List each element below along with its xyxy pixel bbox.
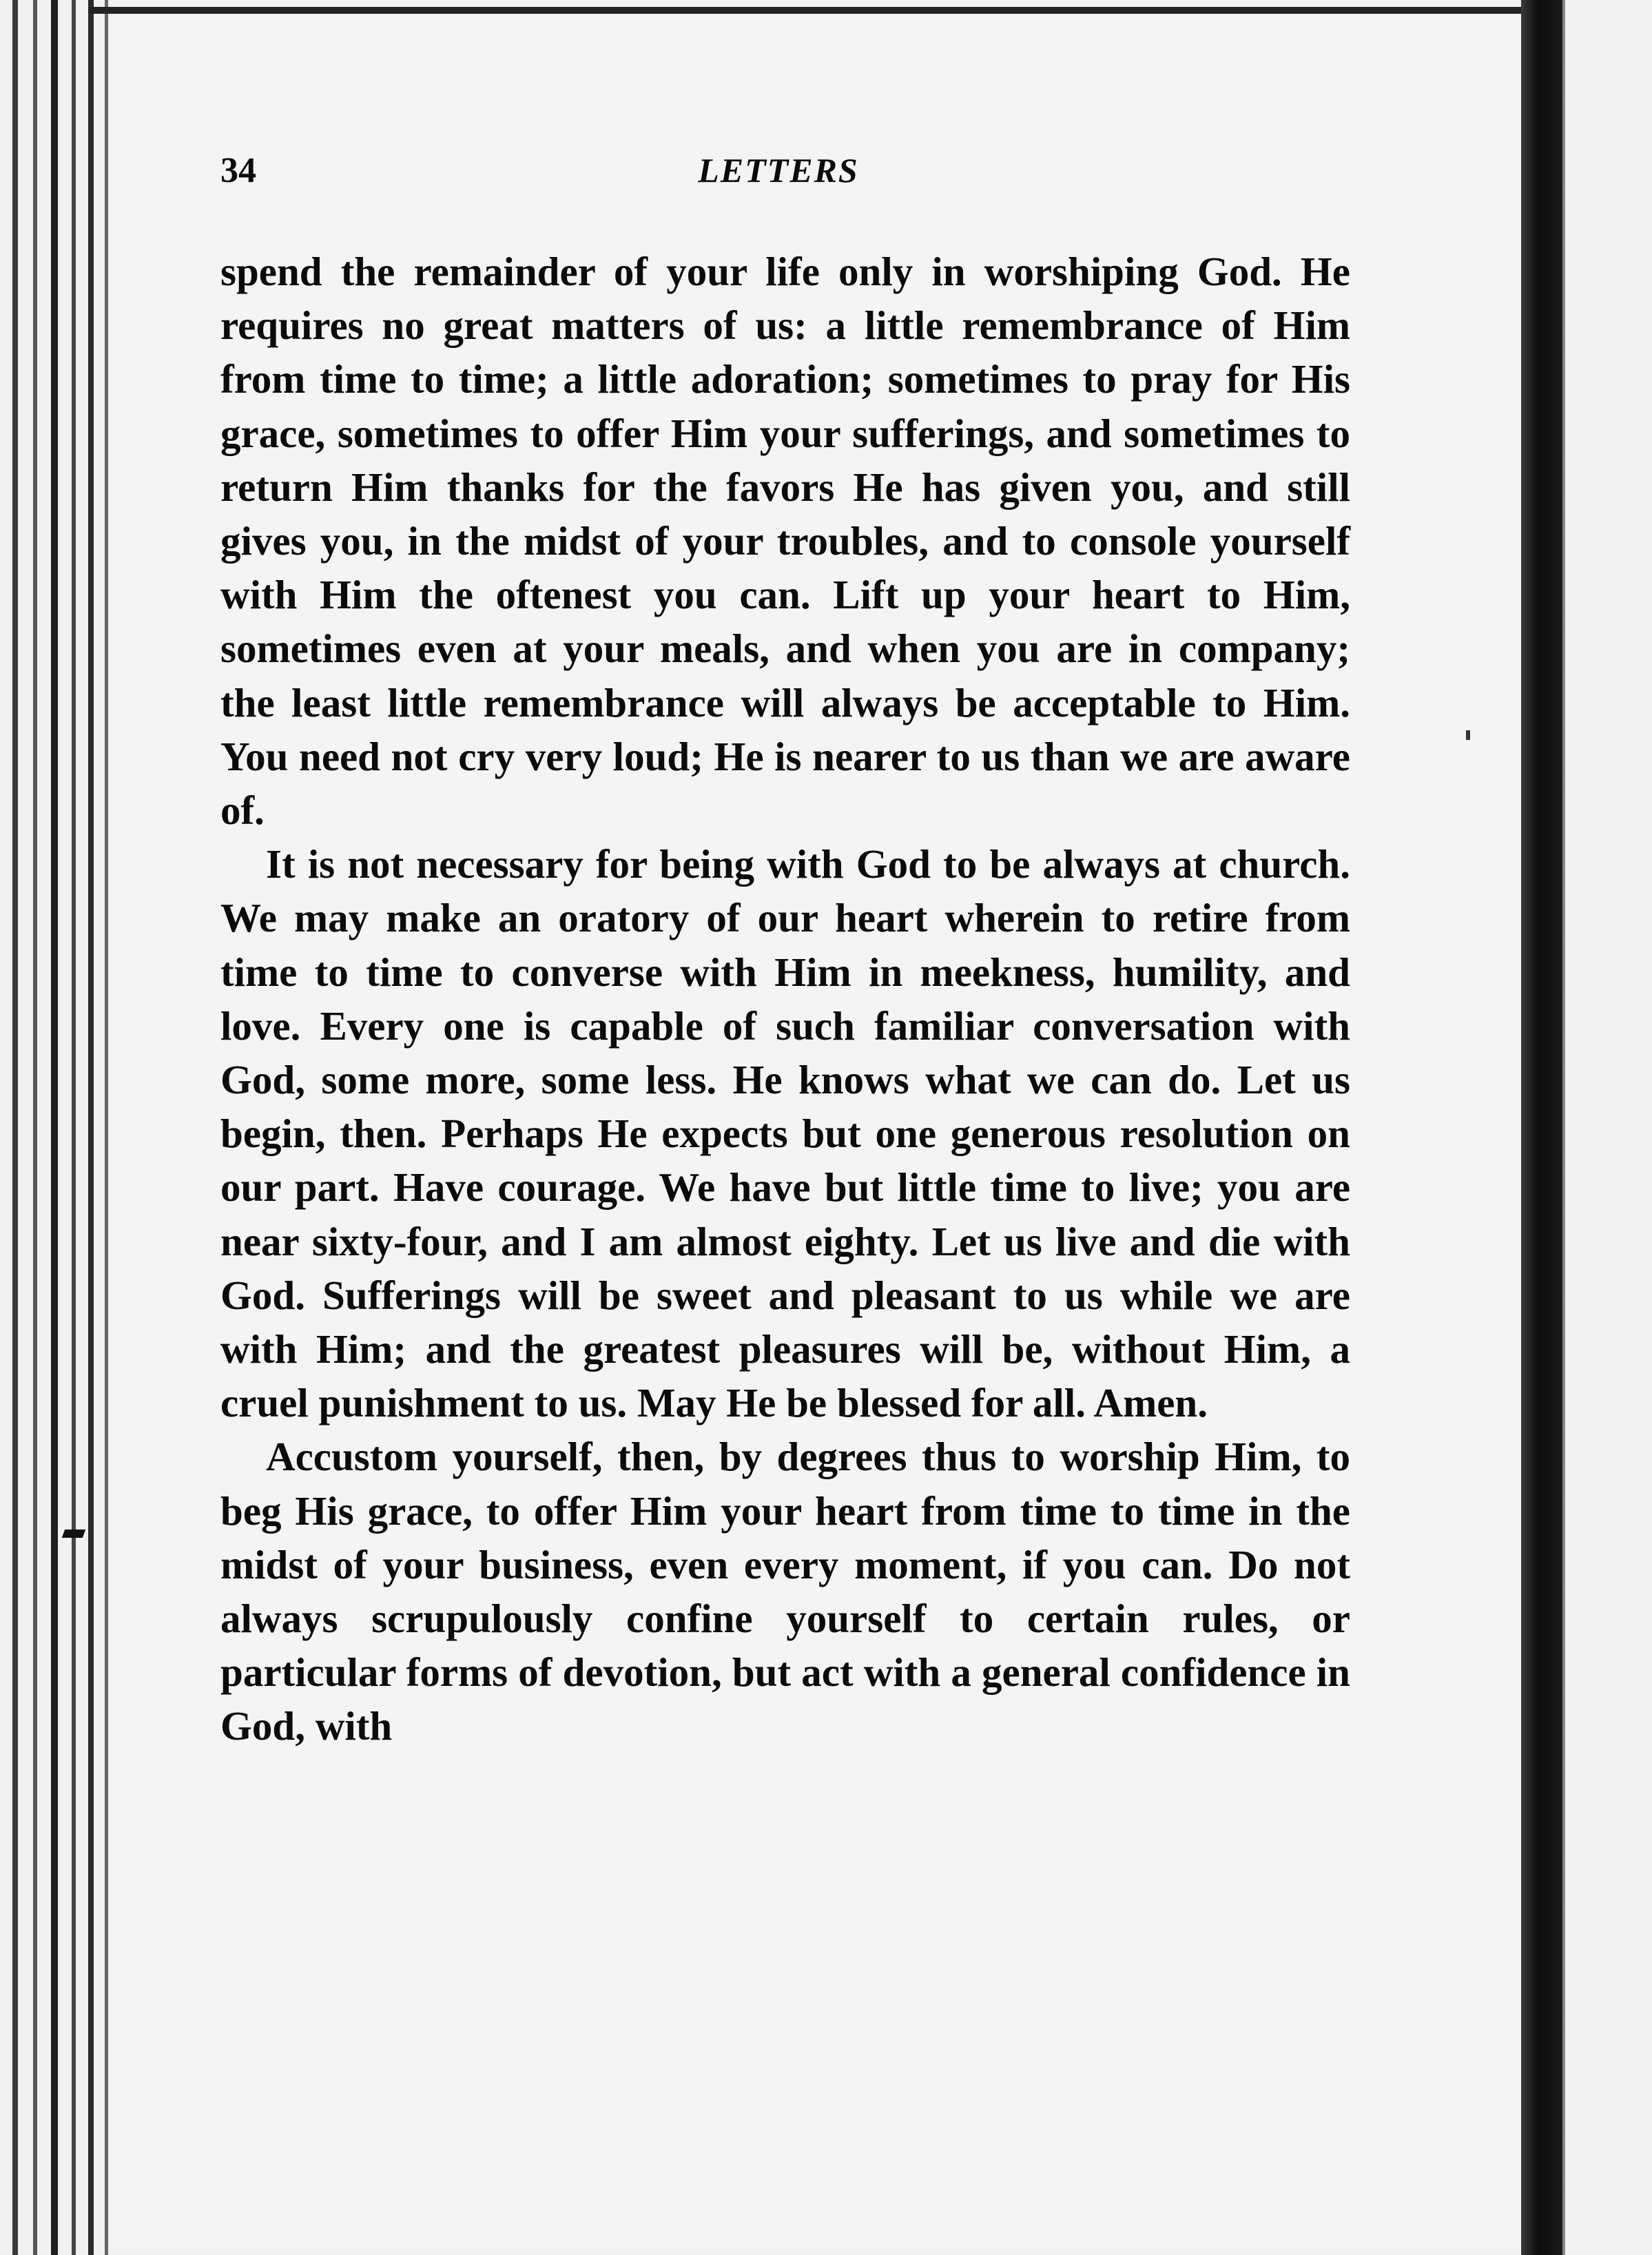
facing-page-edge [1562, 0, 1565, 2255]
page-edge [33, 0, 37, 2255]
page-edge [88, 0, 94, 2255]
page-edge [51, 0, 58, 2255]
facing-page-margin [1562, 0, 1652, 2255]
body-text [220, 245, 1350, 1753]
page-edge [105, 0, 108, 2255]
running-head: LETTERS [698, 151, 859, 189]
page-edge [12, 0, 18, 2255]
scan-artifact-mark [62, 1530, 85, 1538]
page-header [220, 150, 1336, 205]
book-spine-shadow [1521, 0, 1562, 2255]
paragraph: spend the remainder of your life only in worshiping God. He requires no great matters of us: a little remembrance of Him from time to time; a little adoration; sometimes to pray for His grace, sometimes to offer Him your sufferings, and sometimes to return Him thanks for the favors He has given you, and still gives you, in the midst of your troubles, and to console yourself with Him the oftenest you can. Lift up your heart to Him, sometimes even at your meals, and when you are in company; the least little remembrance will always be acceptable to Him. You need not cry very loud; He is nearer to us than we are aware of. [220, 249, 1350, 834]
paragraph: It is not necessary for being with God to be always at church. We may make an oratory of our heart wherein to retire from time to time to converse with Him in meekness, humility, and love. Every one is capable of such familiar conversation with God, some more, some less. He knows what we can do. Let us begin, then. Perhaps He expects but one generous resolution on our part. Have courage. We have but little time to live; you are near sixty-four, and I am almost eighty. Let us live and die with God. Sufferings will be sweet and pleasant to us while we are with Him; and the greatest pleasures will be, without Him, a cruel punishment to us. May He be blessed for all. Amen. [220, 841, 1350, 1426]
page-edge [72, 0, 76, 2255]
page-number: 34 [220, 151, 256, 190]
scan-artifact-mark [1466, 730, 1470, 740]
page-top-border [88, 7, 1521, 14]
paragraph: Accustom yourself, then, by degrees thus to worship Him, to beg His grace, to offer Him your heart from time to time in the midst of your business, even every moment, if you can. Do not always scrupulously confine yourself to certain rules, or particular forms of devotion, but act with a general confidence in God, with [220, 1434, 1350, 1749]
